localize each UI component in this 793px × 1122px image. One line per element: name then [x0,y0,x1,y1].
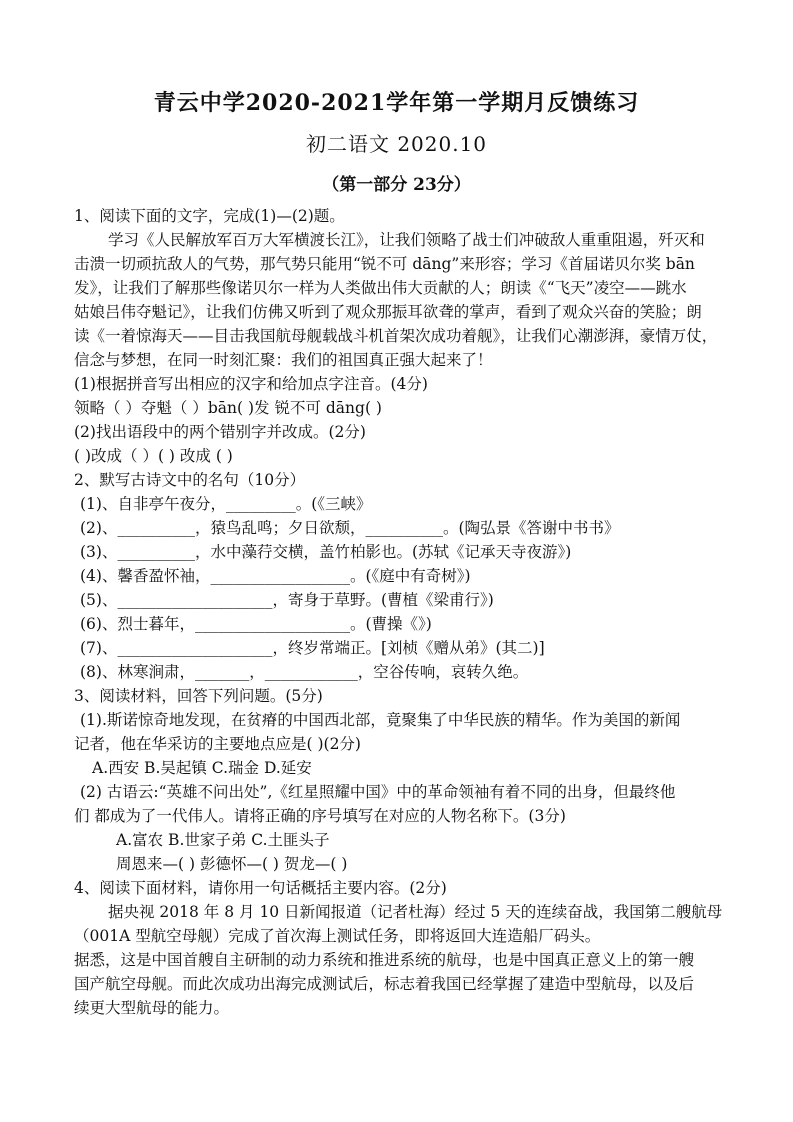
q3-sub1-options: A.西安 B.吴起镇 C.瑞金 D.延安 [92,759,312,777]
q2-item: (7)、____________________，终岁常端正。[刘桢《赠从弟》(其二)] [80,639,545,657]
q4-heading: 4、阅读下面材料，请你用一句话概括主要内容。(2分) [74,879,447,897]
q2-item: (8)、林寒涧肃，_______，____________，空谷传响，哀转久绝。 [80,663,529,681]
q4-passage-line: 据央视 2018 年 8 月 10 日新闻报道（记者杜海）经过 5 天的连续奋战，我国第二艘航母 [108,903,723,921]
q1-passage-line: 击溃一切顽抗敌人的气势，那气势只能用“锐不可 dāng”来形容；学习《首届诺贝尔奖 bān [74,255,695,273]
q3-sub2-answer-blanks: 周恩来—( ) 彭德怀—( ) 贺龙—( ) [116,855,348,873]
q1-passage-line: 姑娘吕伟夺魁记》，让我们仿佛又听到了观众那振耳欲聋的掌声，看到了观众兴奋的笑脸；朗 [74,303,702,321]
exam-subtitle: 初二语文 2020.10 [305,132,488,156]
q1-passage-line: 信念与梦想，在同一时刻汇聚：我们的祖国真正强大起来了！ [74,351,493,369]
q1-heading: 1、阅读下面的文字，完成(1)—(2)题。 [74,207,345,225]
q2-heading: 2、默写古诗文中的名句（10分） [74,471,306,489]
q2-item: (6)、烈士暮年，____________________。(曹操《》) [80,615,432,633]
q2-item: (1)、自非亭午夜分，_________。(《三峡》 [80,495,372,513]
q1-passage-line: 读《一着惊海天——目击我国航母舰载战斗机首架次成功着舰》，让我们心潮澎湃，豪情万仗， [74,327,718,345]
q1-sub2-answer-blanks: ( )改成（ ）( ) 改成 ( ) [74,447,233,465]
q2-item: (2)、__________，猿鸟乱鸣；夕日欲颓，__________。(陶弘景《答谢中书书》 [80,519,620,537]
q2-item: (4)、馨香盈怀袖，__________________。(《庭中有奇树》) [80,567,471,585]
q1-sub1-prompt: (1)根据拼音写出相应的汉字和给加点字注音。(4分) [74,375,428,393]
q3-sub2-prompt: 们 都成为了一代伟人。请将正确的序号填写在对应的人物名称下。(3分) [74,807,566,825]
q2-item: (5)、____________________，寄身于草野。(曹植《梁甫行》) [80,591,494,609]
q2-item: (3)、__________，水中藻荇交横，盖竹柏影也。(苏轼《记承天寺夜游》) [80,543,572,561]
q1-passage-line: 学习《人民解放军百万大军横渡长江》，让我们领略了战士们冲破敌人重重阻遏，歼灭和 [108,231,705,249]
part-heading: （第一部分 23分） [322,175,471,195]
q3-sub2-options: A.富农 B.世家子弟 C.土匪头子 [116,831,330,849]
q4-passage-line: 国产航空母舰。而此次成功出海完成测试后，标志着我国已经掌握了建造中型航母，以及后 [74,975,695,993]
exam-title: 青云中学2020-2021学年第一学期月反馈练习 [153,90,640,116]
q3-sub1-prompt: (1).斯诺惊奇地发现，在贫瘠的中国西北部，竟聚集了中华民族的精华。作为美国的新闻 [80,711,681,729]
q4-passage-line: 续更大型航母的能力。 [74,999,230,1017]
q3-sub1-prompt: 记者，他在华采访的主要地点应是( )(2分) [74,735,361,753]
q1-sub1-answer-blanks: 领略（ ）夺魁（ ）bān( )发 锐不可 dāng( ) [74,399,382,417]
q4-passage-line: （001A 型航空母舰）完成了首次海上测试任务，即将返回大连造船厂码头。 [74,927,601,945]
q3-sub2-prompt: (2) 古语云:“英雄不问出处”,《红星照耀中国》中的革命领袖有着不同的出身，但最终他 [80,783,676,801]
q4-passage-line: 据悉，这是中国首艘自主研制的动力系统和推进系统的航母，也是中国真正意义上的第一艘 [74,951,695,969]
q3-heading: 3、阅读材料，回答下列问题。(5分) [74,687,323,705]
q1-sub2-prompt: (2)找出语段中的两个错别字并改成。(2分) [74,423,366,441]
q1-passage-line: 发》，让我们了解那些像诺贝尔一样为人类做出伟大贡献的人；朗读《“飞天”凌空——跳水 [74,279,687,297]
